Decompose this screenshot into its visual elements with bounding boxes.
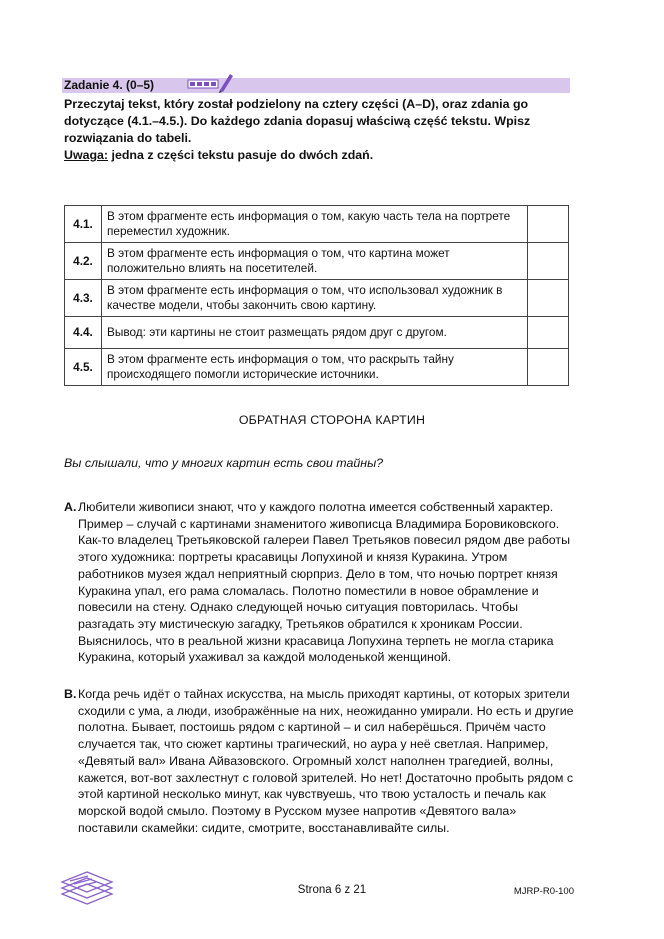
text-question: Вы слышали, что у многих картин есть свои тайны? bbox=[64, 456, 384, 470]
paragraph-body: Любители живописи знают, что у каждого полотна имеется собственный характер. Пример – случай с картинами знаменитого живописца Владимира Боровиковского. Как-то владелец Третьяковской галереи Павел Третьяков повесил рядом две работы этого художника: портреты красавицы Лопухиной и князя Куракина. Утром работников музея ждал неприятный сюрприз. Дело в том, что ночью портрет князя Куракина упал, его рама сломалась. Полотно поместили в новое обрамление и повесили на стену. Однако следующей ночью ситуация повторилась. Чтобы разгадать эту мистическую загадку, Третьяков обратился к хроникам России. Выяснилось, что в реальной жизни красавица Лопухина терпеть не могла старика Куракина, который ухаживал за каждой молоденькой женщиной. bbox=[78, 500, 571, 665]
paragraph-body: Когда речь идёт о тайнах искусства, на мысль приходят картины, от которых зрители сходили с ума, а люди, изображённые на них, неожиданно умирали. Но есть и другие полотна. Бывает, постоишь рядом с картиной – и сил наберёшься. Причём часто случается так, что сюжет картины трагический, но аура у неё светлая. Например, «Девятый вал» Ивана Айвазовского. Огромный холст наполнен трагедией, волны, кажется, вот-вот захлестнут с головой зрителей. Но нет! Достаточно пробыть рядом с этой картиной несколько минут, как чувствуешь, что твою усталость и печаль как морской водой смыло. Поэтому в Русском музее напротив «Девятого вала» поставили скамейки: сидите, смотрите, восстанавливайте силы. bbox=[78, 687, 574, 835]
row-statement: В этом фрагменте есть информация о том, что использовал художник в качестве модели, чтобы закончить свою картину. bbox=[102, 280, 528, 317]
exam-code: MJRP-R0-100 bbox=[513, 886, 574, 897]
instruction-text: Przeczytaj tekst, który został podzielony na cztery części (A–D), oraz zdania go dotyczące (4.1.–4.5.). Do każdego zdania dopasuj właściwą część tekstu. Wpisz rozwiązania do tabeli. bbox=[64, 97, 531, 145]
row-number: 4.3. bbox=[65, 280, 102, 317]
answer-cell[interactable] bbox=[528, 206, 569, 243]
pencil-icon bbox=[186, 72, 234, 94]
answer-table bbox=[64, 205, 569, 386]
row-number: 4.5. bbox=[65, 349, 102, 386]
row-statement: В этом фрагменте есть информация о том, что картина может положительно влиять на посетителей. bbox=[102, 243, 528, 280]
row-number: 4.4. bbox=[65, 317, 102, 349]
row-statement: Вывод: эти картины не стоит размещать рядом друг с другом. bbox=[102, 317, 528, 349]
text-heading: ОБРАТНАЯ СТОРОНА КАРТИН bbox=[238, 413, 426, 427]
row-number: 4.1. bbox=[65, 206, 102, 243]
answer-cell[interactable] bbox=[528, 243, 569, 280]
note-text: jedna z części tekstu pasuje do dwóch zdań. bbox=[108, 148, 374, 162]
table-row bbox=[65, 243, 569, 280]
paragraph-letter: A. bbox=[64, 500, 77, 514]
answer-cell[interactable] bbox=[528, 317, 569, 349]
note-label: Uwaga: bbox=[64, 148, 109, 162]
instructions bbox=[64, 96, 564, 164]
page-number: Strona 6 z 21 bbox=[297, 884, 367, 896]
paragraph-a bbox=[64, 499, 574, 666]
row-statement: В этом фрагменте есть информация о том, что раскрыть тайну происходящего помогли исторические источники. bbox=[102, 349, 528, 386]
row-statement: В этом фрагменте есть информация о том, какую часть тела на портрете переместил художник. bbox=[102, 206, 528, 243]
table-row bbox=[65, 317, 569, 349]
task-title: Zadanie 4. (0–5) bbox=[64, 78, 155, 92]
table-row bbox=[65, 280, 569, 317]
paragraph-b bbox=[64, 686, 574, 836]
paragraph-letter: B. bbox=[64, 687, 77, 701]
table-row bbox=[65, 349, 569, 386]
row-number: 4.2. bbox=[65, 243, 102, 280]
answer-cell[interactable] bbox=[528, 280, 569, 317]
table-row bbox=[65, 206, 569, 243]
answer-cell[interactable] bbox=[528, 349, 569, 386]
